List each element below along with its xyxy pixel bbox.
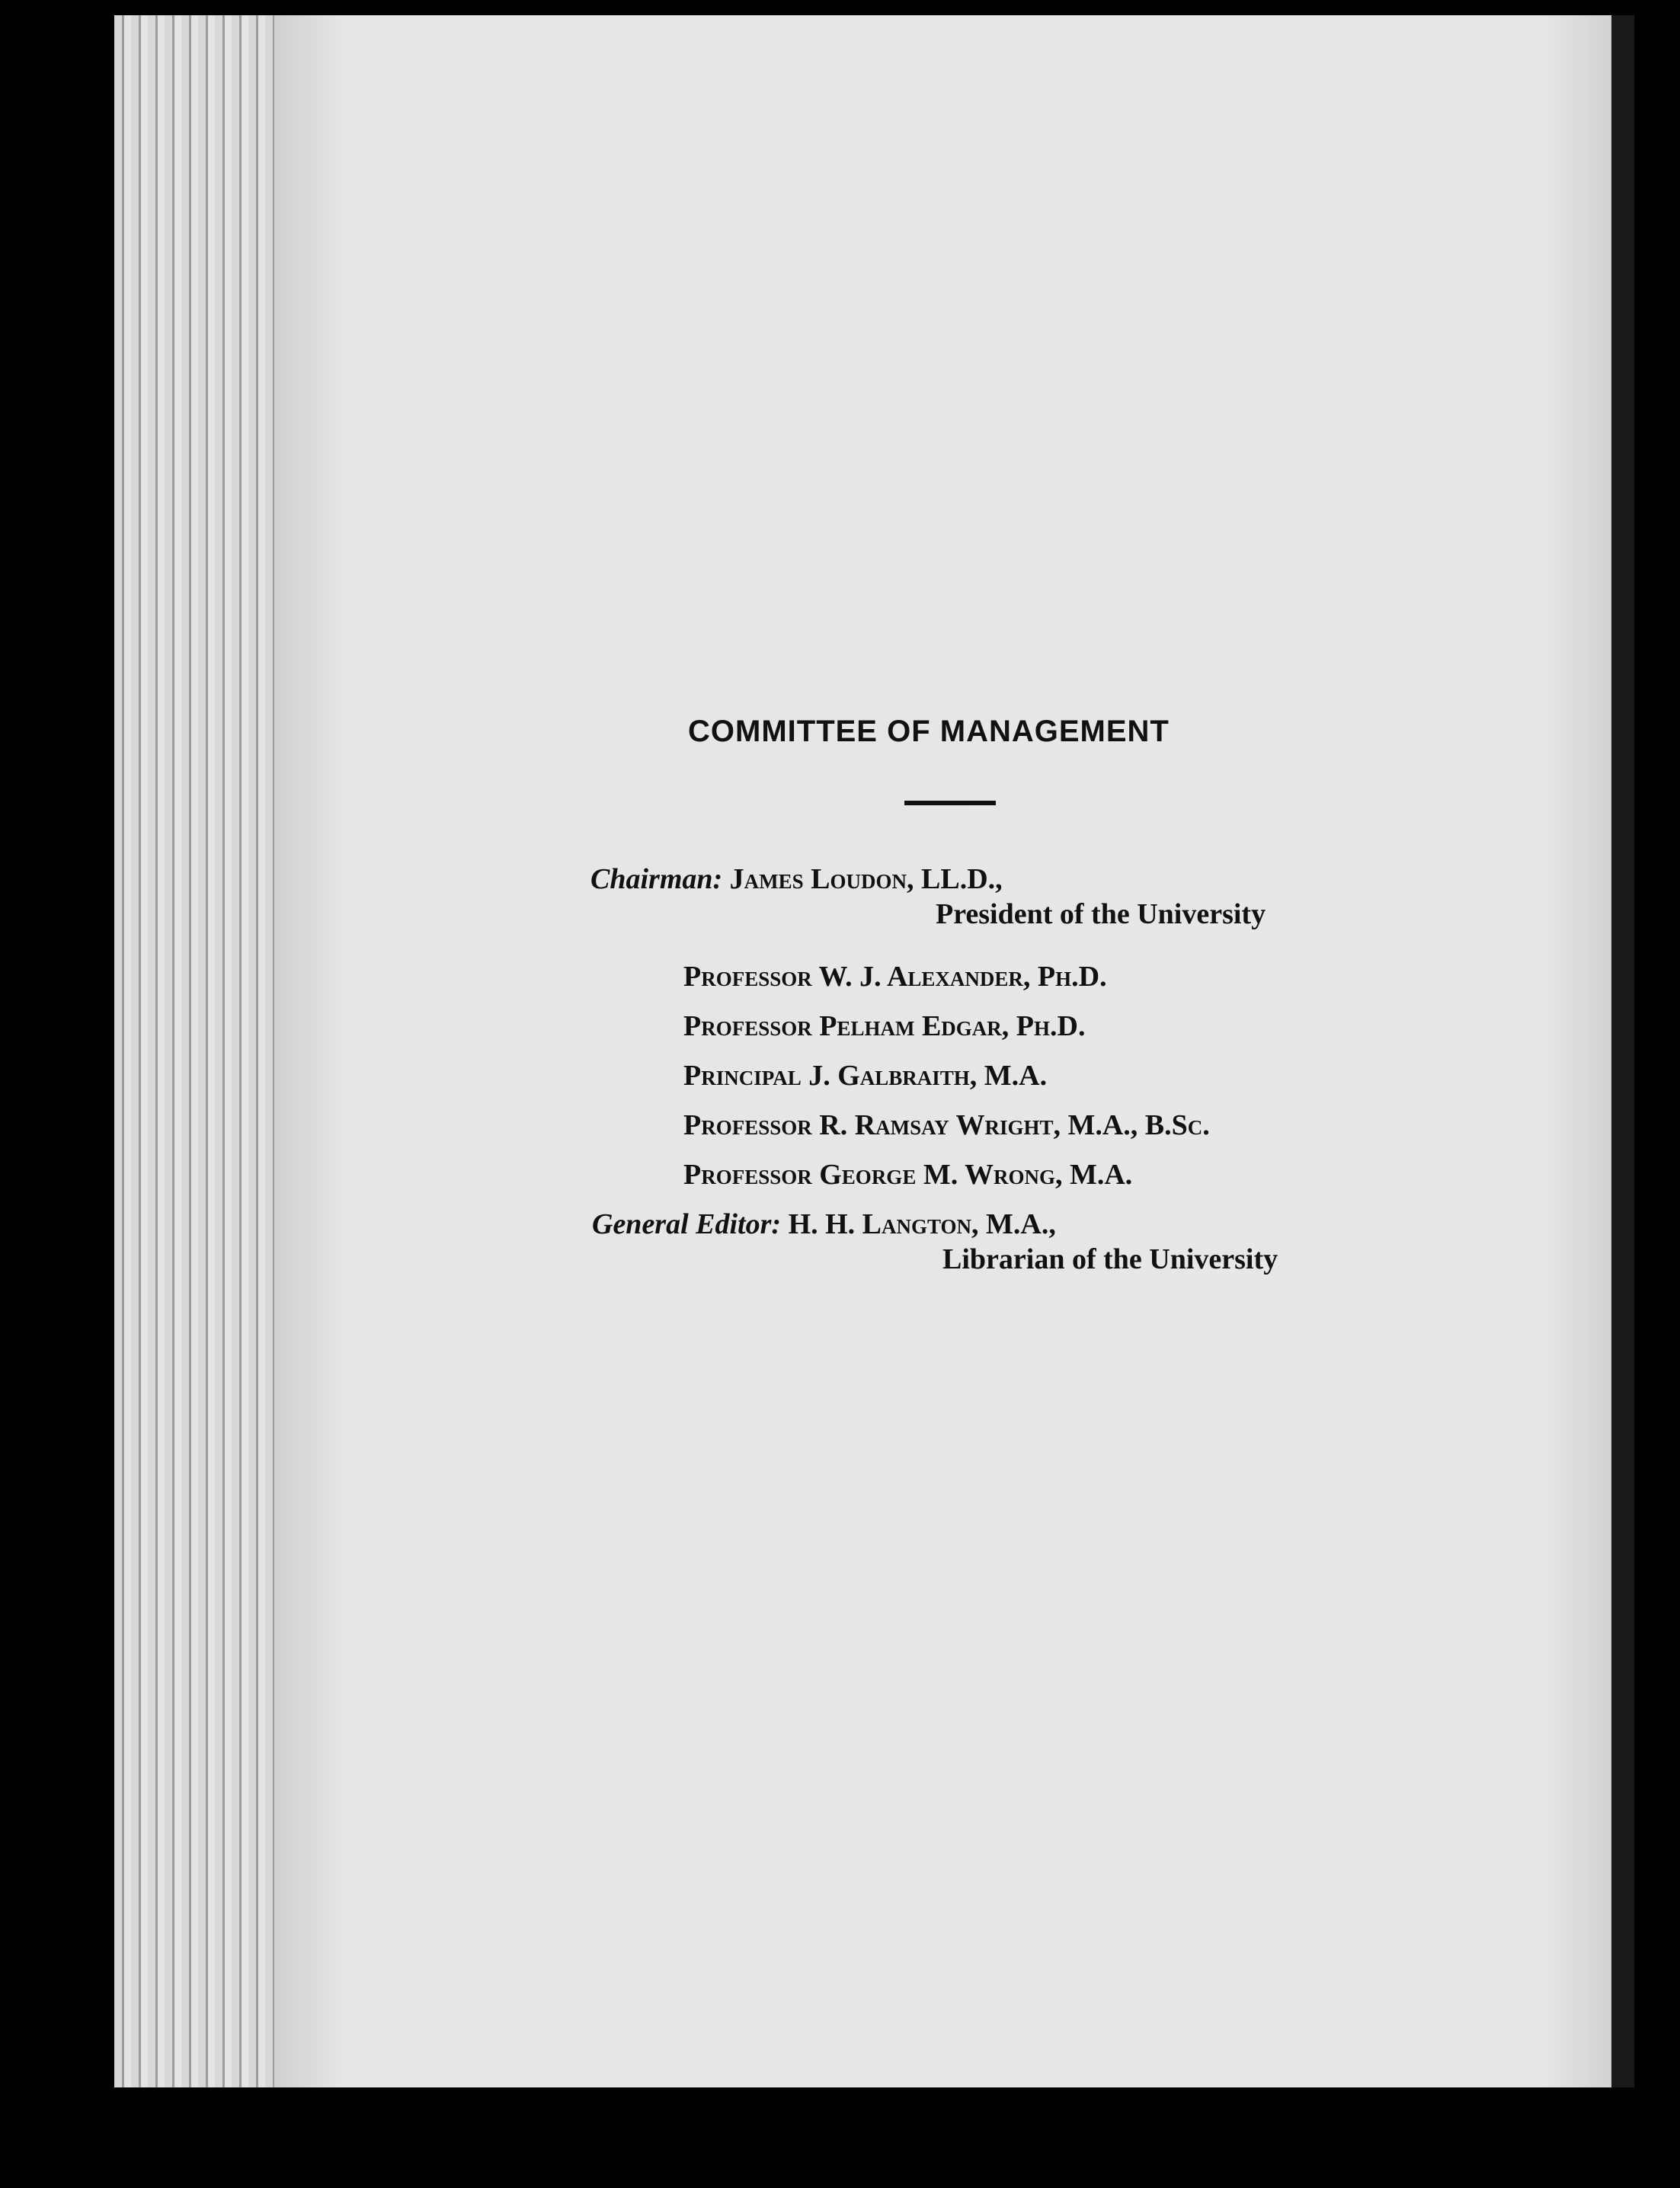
page-title: COMMITTEE OF MANAGEMENT	[688, 715, 1170, 748]
chairman-line	[590, 862, 1003, 896]
chairman-role: Chairman:	[590, 863, 723, 895]
editor-name: H. H. Langton, M.A.,	[788, 1208, 1056, 1240]
editor-line	[592, 1208, 1056, 1241]
committee-member: Professor R. Ramsay Wright, M.A., B.Sc.	[683, 1109, 1210, 1141]
committee-member: Professor W. J. Alexander, Ph.D.	[683, 961, 1107, 993]
chairman-name: James Loudon, LL.D.,	[729, 863, 1003, 895]
chairman-position: President of the University	[936, 898, 1266, 930]
book-page	[274, 15, 1611, 2087]
committee-member: Professor Pelham Edgar, Ph.D.	[683, 1010, 1086, 1042]
editor-role: General Editor:	[592, 1208, 782, 1240]
editor-position: Librarian of the University	[942, 1243, 1278, 1275]
book-cover-edge	[1611, 15, 1634, 2087]
book-page-edges	[114, 15, 290, 2087]
committee-member: Principal J. Galbraith, M.A.	[683, 1060, 1048, 1092]
committee-member: Professor George M. Wrong, M.A.	[683, 1159, 1133, 1191]
title-rule	[904, 801, 996, 805]
